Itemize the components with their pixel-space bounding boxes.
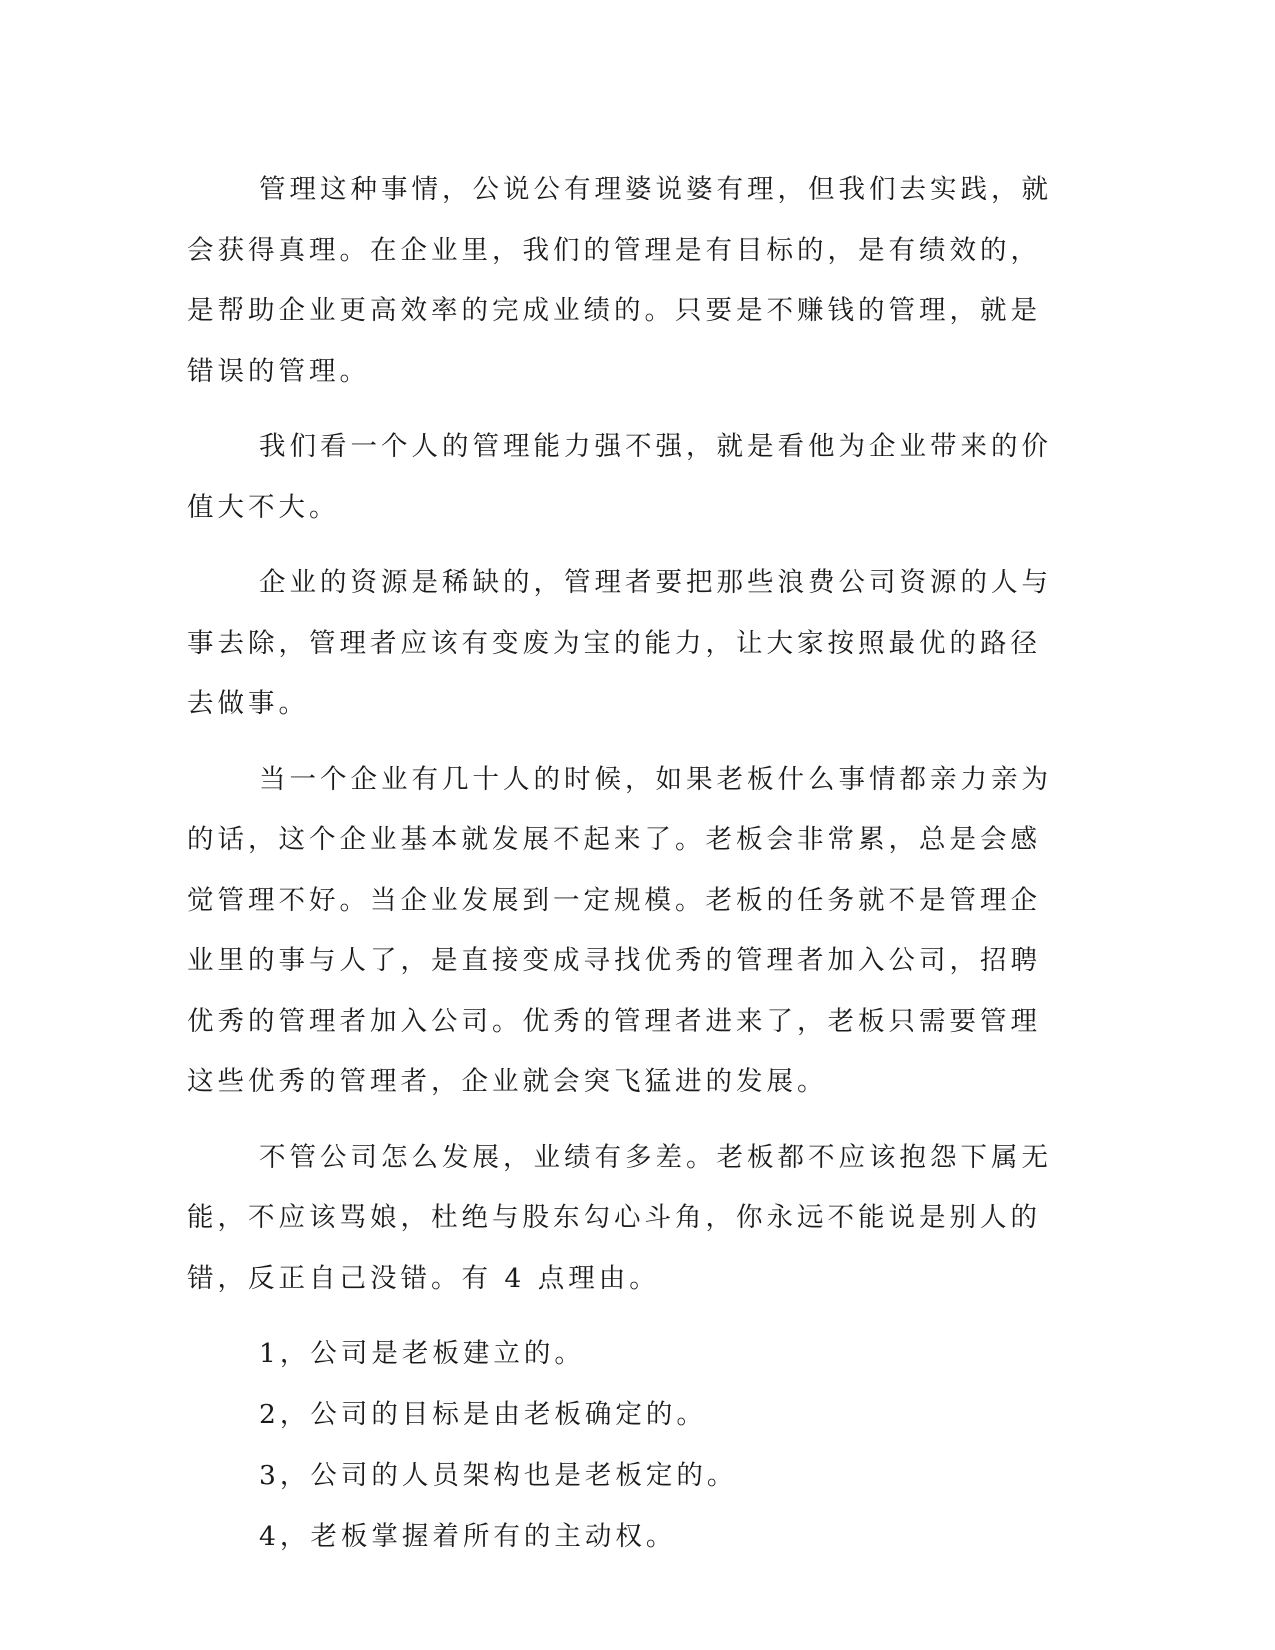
paragraph-scarce-resources: 企业的资源是稀缺的，管理者要把那些浪费公司资源的人与事去除，管理者应该有变废为宝的能力，让大家按照最优的路径去做事。 bbox=[187, 567, 1052, 719]
paragraph-management-truth: 管理这种事情，公说公有理婆说婆有理，但我们去实践，就会获得真理。在企业里，我们的管理是有目标的，是有绩效的，是帮助企业更高效率的完成业绩的。只要是不赚钱的管理，就是错误的管理。 bbox=[187, 174, 1052, 387]
reason-item-3: 3，公司的人员架构也是老板定的。 bbox=[259, 1460, 738, 1491]
reason-item-2: 2，公司的目标是由老板确定的。 bbox=[259, 1399, 707, 1430]
document-body bbox=[187, 160, 1067, 1568]
paragraph-boss-role: 当一个企业有几十人的时候，如果老板什么事情都亲力亲为的话，这个企业基本就发展不起来了。老板会非常累，总是会感觉管理不好。当企业发展到一定规模。老板的任务就不是管理企业里的事与人了，是直接变成寻找优秀的管理者加入公司，招聘优秀的管理者加入公司。优秀的管理者进来了，老板只需要管理这些优秀的管理者，企业就会突飞猛进的发展。 bbox=[187, 763, 1052, 1097]
reason-item-1: 1，公司是老板建立的。 bbox=[259, 1338, 585, 1369]
paragraph-management-ability: 我们看一个人的管理能力强不强，就是看他为企业带来的价值大不大。 bbox=[187, 431, 1052, 523]
reason-item-4: 4，老板掌握着所有的主动权。 bbox=[259, 1521, 677, 1552]
paragraph-no-complaining: 不管公司怎么发展，业绩有多差。老板都不应该抱怨下属无能，不应该骂娘，杜绝与股东勾心斗角，你永远不能说是别人的错，反正自己没错。有 4 点理由。 bbox=[187, 1141, 1052, 1294]
